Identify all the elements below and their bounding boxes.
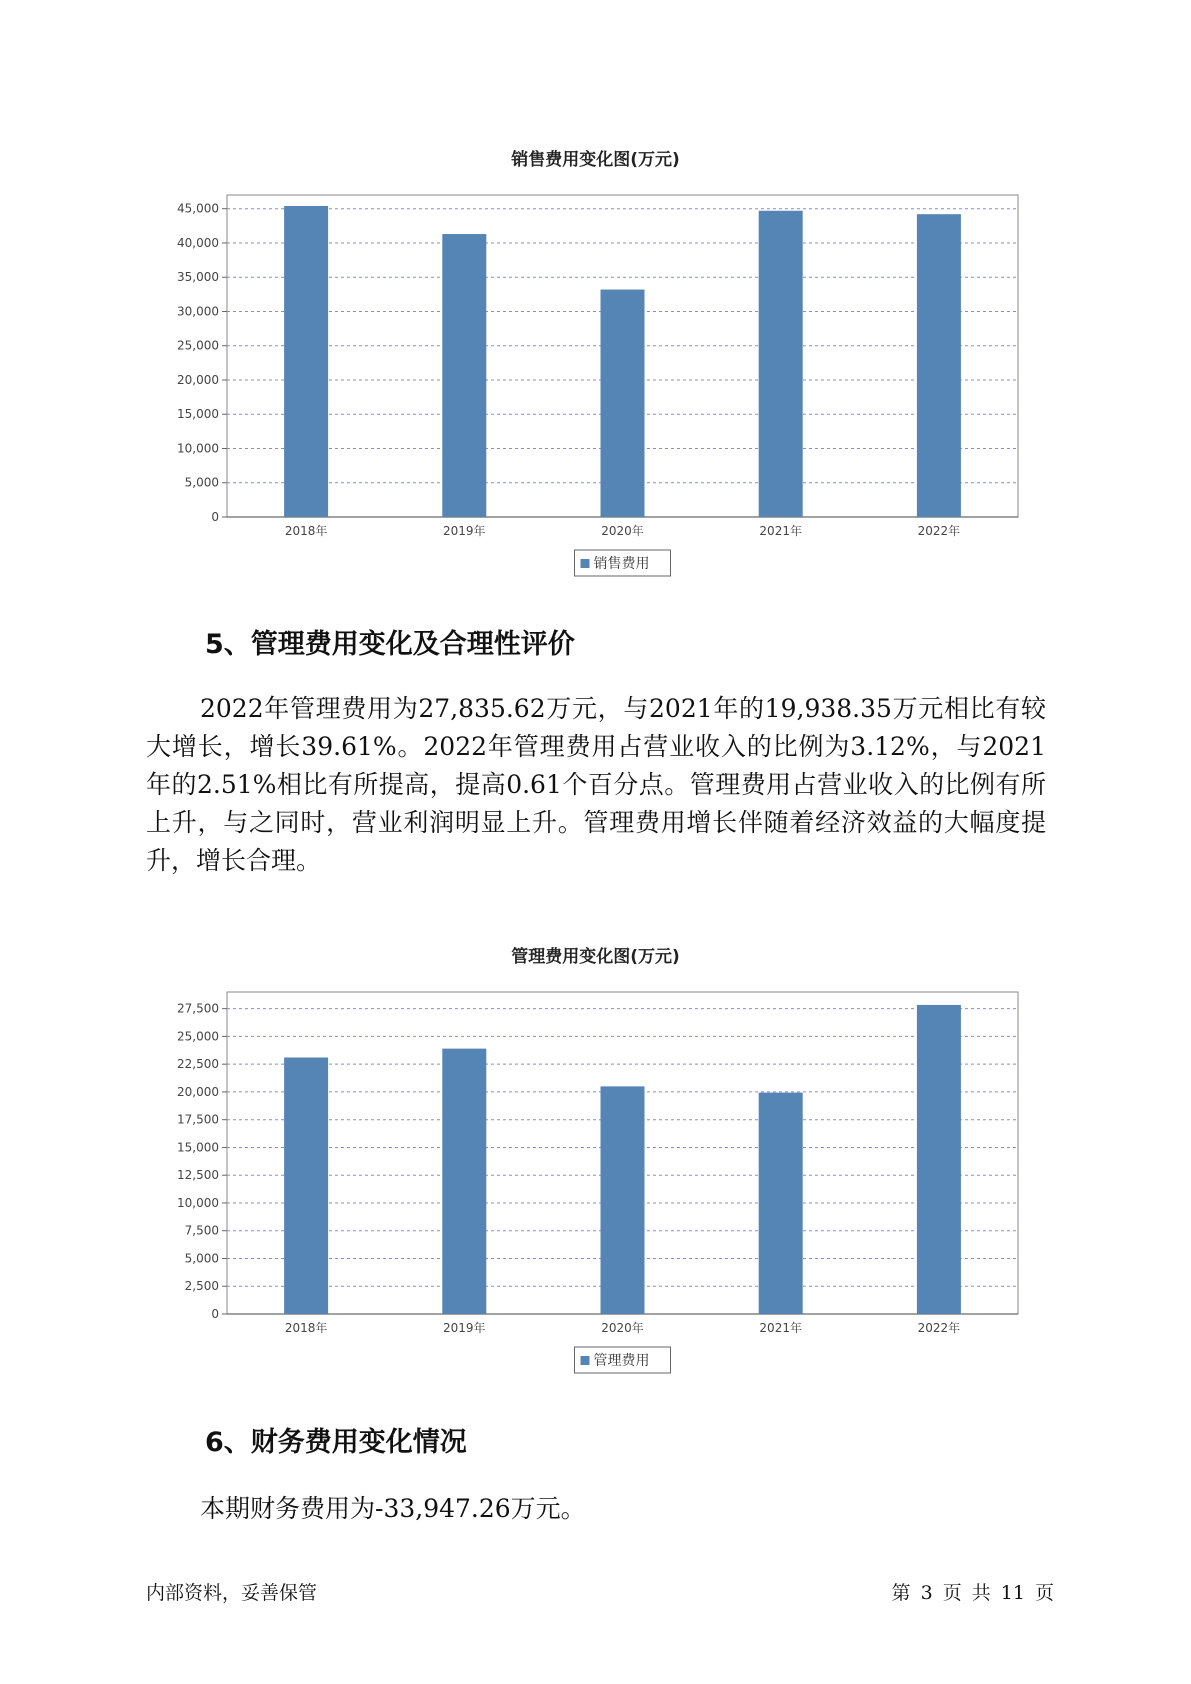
y-tick-label: 10,000 [177, 441, 219, 456]
y-tick-label: 10,000 [177, 1195, 219, 1210]
section-6-paragraph: 本期财务费用为-33,947.26万元。 [200, 1494, 586, 1523]
x-tick-label: 2018年 [284, 524, 328, 538]
footer-confidential-note: 内部资料，妥善保管 [146, 1582, 318, 1604]
bar [442, 1049, 486, 1314]
x-tick-label: 2022年 [917, 524, 961, 538]
section-5-paragraph: 2022年管理费用为27,835.62万元，与2021年的19,938.35万元相比有较大增长，增长39.61%。2022年管理费用占营业收入的比例为3.12%，与2021年的2.51%相比有所提高，提高0.61个百分点。管理费用占营业收入的比例有所上升，与之同时，营业利润明显上升。管理费用增长伴随着经济效益的大幅度提升，增长合理。 [146, 694, 1046, 875]
y-tick-label: 40,000 [177, 235, 219, 250]
legend-swatch [581, 559, 590, 568]
bar [442, 234, 486, 517]
bar [284, 206, 328, 517]
y-tick-label: 25,000 [177, 338, 219, 353]
bar [284, 1058, 328, 1314]
x-tick-label: 2019年 [443, 1321, 486, 1335]
y-tick-label: 20,000 [177, 372, 219, 387]
admin-expense-chart [150, 972, 1020, 1392]
y-tick-label: 20,000 [177, 1084, 219, 1099]
y-tick-label: 5,000 [184, 475, 219, 490]
bar [601, 290, 645, 517]
legend-label: 销售费用 [593, 556, 650, 572]
y-tick-label: 15,000 [177, 407, 219, 422]
y-tick-label: 5,000 [184, 1251, 219, 1266]
y-tick-label: 0 [211, 510, 219, 524]
sales-expense-chart [150, 175, 1020, 595]
bar [601, 1086, 645, 1314]
x-tick-label: 2022年 [917, 1321, 961, 1335]
y-tick-label: 12,500 [177, 1168, 219, 1183]
section-6-heading: 6、财务费用变化情况 [205, 1427, 467, 1458]
y-tick-label: 2,500 [184, 1279, 219, 1294]
y-tick-label: 7,500 [184, 1223, 219, 1238]
x-tick-label: 2021年 [759, 1321, 802, 1335]
x-tick-label: 2020年 [601, 524, 644, 538]
y-tick-label: 17,500 [177, 1112, 219, 1127]
x-tick-label: 2018年 [284, 1321, 328, 1335]
y-tick-label: 30,000 [177, 304, 219, 319]
y-tick-label: 25,000 [177, 1029, 219, 1044]
sales-expense-chart-title: 销售费用变化图(万元) [511, 150, 680, 170]
y-tick-label: 27,500 [177, 1001, 219, 1016]
footer-page-number: 第 3 页 共 11 页 [891, 1582, 1054, 1604]
y-tick-label: 0 [211, 1307, 219, 1321]
bar [917, 1005, 961, 1314]
legend-label: 管理费用 [593, 1353, 650, 1369]
y-tick-label: 45,000 [177, 201, 219, 216]
x-tick-label: 2020年 [601, 1321, 644, 1335]
y-tick-label: 35,000 [177, 270, 219, 285]
bar [759, 211, 803, 517]
y-tick-label: 15,000 [177, 1140, 219, 1155]
section-5-heading: 5、管理费用变化及合理性评价 [205, 629, 575, 660]
admin-expense-chart-title: 管理费用变化图(万元) [511, 947, 680, 967]
x-tick-label: 2019年 [443, 524, 486, 538]
bar [759, 1093, 803, 1314]
y-tick-label: 22,500 [177, 1057, 219, 1072]
bar [917, 214, 961, 517]
legend-swatch [581, 1356, 590, 1365]
x-tick-label: 2021年 [759, 524, 802, 538]
